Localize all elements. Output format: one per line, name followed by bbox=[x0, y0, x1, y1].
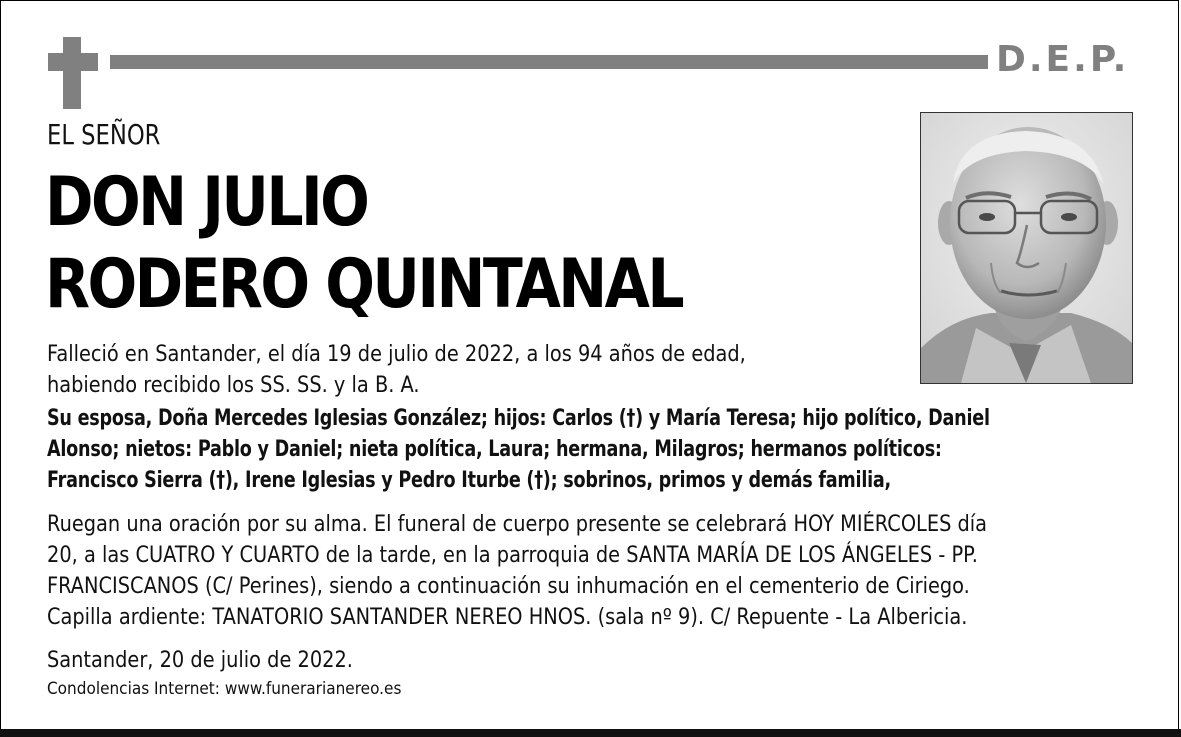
funeral-details bbox=[47, 509, 987, 633]
condolences-link[interactable]: Condolencias Internet: www.funerarianereo.es bbox=[47, 679, 402, 699]
portrait-image bbox=[921, 113, 1132, 383]
funeral-details-line3: FRANCISCANOS (C/ Perines), siendo a continuación su inhumación en el cementerio de Ciriego. bbox=[47, 574, 970, 599]
funeral-details-line2: 20, a las CUATRO Y CUARTO de la tarde, en la parroquia de SANTA MARÍA DE LOS ÁNGELES - PP. bbox=[47, 543, 978, 568]
death-notice-line1: Falleció en Santander, el día 19 de julio de 2022, a los 94 años de edad, bbox=[47, 342, 746, 367]
header-rule bbox=[110, 55, 988, 69]
cross-icon bbox=[63, 37, 81, 109]
family-list-line3: Francisco Sierra (†), Irene Iglesias y Pedro Iturbe (†); sobrinos, primos y demás familia, bbox=[47, 468, 891, 493]
funeral-details-line4: Capilla ardiente: TANATORIO SANTANDER NEREO HNOS. (sala nº 9). C/ Repuente - La Albericia. bbox=[47, 605, 968, 630]
death-notice-line2: habiendo recibido los SS. SS. y la B. A. bbox=[47, 373, 420, 398]
dep-label: D.E.P. bbox=[996, 39, 1130, 80]
funeral-details-line1: Ruegan una oración por su alma. El funeral de cuerpo presente se celebrará HOY MIÉRCOLES día bbox=[47, 512, 988, 537]
deceased-name-line2: RODERO QUINTANAL bbox=[45, 245, 683, 324]
death-notice bbox=[47, 339, 746, 401]
bottom-rule bbox=[0, 729, 1181, 737]
family-list-line2: Alonso; nietos: Pablo y Daniel; nieta política, Laura; hermana, Milagros; hermanos políticos: bbox=[47, 437, 942, 462]
title-prefix: EL SEÑOR bbox=[47, 118, 161, 151]
cross-icon-bar bbox=[48, 53, 98, 71]
closing-date: Santander, 20 de julio de 2022. bbox=[47, 648, 353, 673]
family-list-line1: Su esposa, Doña Mercedes Iglesias González; hijos: Carlos (†) y María Teresa; hijo político, Daniel bbox=[47, 406, 990, 431]
deceased-name-line1: DON JULIO bbox=[45, 163, 368, 242]
portrait-photo bbox=[920, 112, 1133, 384]
family-list bbox=[47, 403, 990, 496]
